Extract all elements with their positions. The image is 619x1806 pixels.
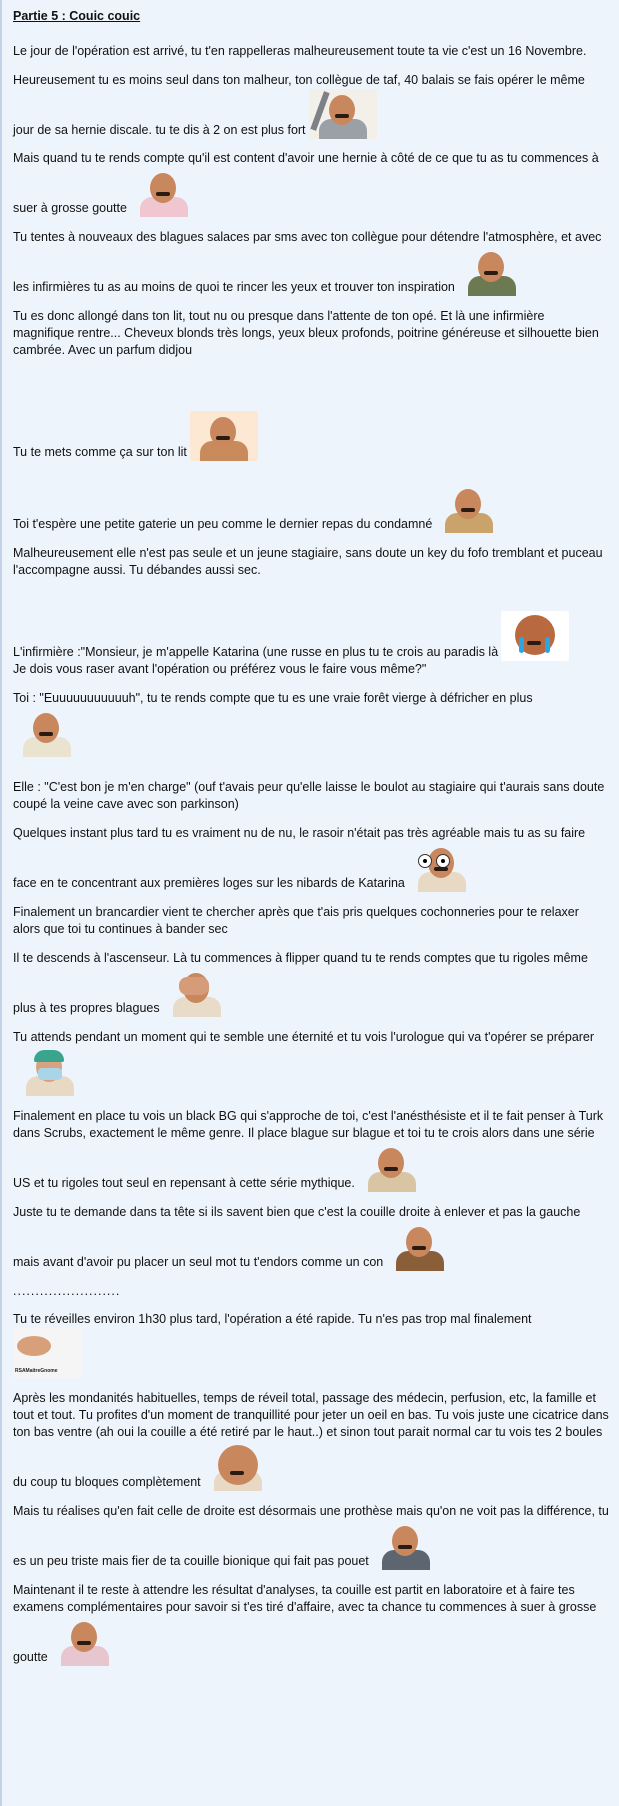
grin-sticker-icon — [458, 246, 526, 296]
laughing-sticker-icon — [358, 1142, 426, 1192]
paragraph: Tu te réveilles environ 1h30 plus tard, l'opération a été rapide. Tu n'es pas trop mal finalement — [13, 1312, 532, 1326]
paragraph: Après les mondanités habituelles, temps de réveil total, passage des médecin, perfusion, etc, la famille et tout et tout. Tu profites d'un moment de tranquillité pour jeter un oeil en bas. Tu vois juste une cicatrice dans ton bas ventre (ah oui la couille a été retiré par le haut..) et sinon tout parait normal car tu vois tes 2 boules du coup tu bloques complètement — [13, 1391, 609, 1489]
paragraph: Finalement en place tu vois un black BG qui s'approche de toi, c'est l'anésthésiste et il te fait penser à Turk dans Scrubs, exactement le même genre. Il place blague sur blague et toi tu te crois alors dans une série US et tu rigoles tout seul en repensant à cette série mythique. — [13, 1109, 604, 1190]
sweating-sticker-icon — [51, 1616, 119, 1666]
paragraph: Tu attends pendant un moment qui te semble une éternité et tu vois l'urologue qui va t'opérer se préparer — [13, 1030, 595, 1044]
big-eyes-sticker-icon — [408, 842, 476, 892]
left-border — [0, 0, 2, 1806]
paragraph: Finalement un brancardier vient te chercher après que t'ais pris quelques cochonneries pour te relaxer alors que toi tu continues à bander sec — [13, 905, 579, 936]
paragraph: Je dois vous raser avant l'opération ou préférez vous le faire vous même?" — [13, 662, 427, 676]
sweating-sticker-icon — [130, 167, 198, 217]
paragraph: Heureusement tu es moins seul dans ton malheur, ton collègue de taf, 40 balais se fais opérer le même jour de sa hernie discale. tu te dis à 2 on est plus fort — [13, 73, 585, 137]
facepalm-sticker-icon — [163, 967, 231, 1017]
paragraph: Mais quand tu te rends compte qu'il est content d'avoir une hernie à côté de ce que tu as tu commences à suer à grosse goutte — [13, 151, 599, 215]
paragraph: Juste tu te demande dans ta tête si ils savent bien que c'est la couille droite à enlever et pas la gauche mais avant d'avoir pu placer un seul mot tu t'endors comme un con — [13, 1205, 581, 1269]
paragraph: Toi : "Euuuuuuuuuuuh", tu te rends compte que tu es une vraie forêt vierge à défricher en plus — [13, 691, 533, 705]
paragraph: Tu es donc allongé dans ton lit, tout nu ou presque dans l'attente de ton opé. Et là une infirmière magnifique rentre... Cheveux blonds très longs, yeux bleux profonds, poitrine généreuse et silhouette bien cambrée. Avec un parfum didjou — [13, 309, 599, 357]
paragraph: Tu te mets comme ça sur ton lit — [13, 445, 187, 459]
paragraph: Elle : "C'est bon je m'en charge" (ouf t'avais peur qu'elle laisse le boulot au stagiaire qui t'aurais sans doute coupé la veine cave avec son parkinson) — [13, 780, 605, 811]
sleeping-sticker-icon — [13, 1328, 81, 1378]
sad-sticker-icon — [372, 1520, 440, 1570]
wide-laugh-sticker-icon — [204, 1441, 272, 1491]
paragraph: Malheureusement elle n'est pas seule et un jeune stagiaire, sans doute un key du fofo tremblant et puceau l'accompagne aussi. Tu débandes aussi sec. — [13, 546, 603, 577]
paragraph: Tu tentes à nouveaux des blagues salaces par sms avec ton collègue pour détendre l'atmosphère, et avec les infirmières tu as au moins de quoi te rincer les yeux et trouver ton inspiration — [13, 230, 602, 294]
paragraph: Le jour de l'opération est arrivé, tu t'en rappelleras malheureusement toute ta vie c'est un 16 Novembre. — [13, 44, 587, 58]
paragraph: Mais tu réalises qu'en fait celle de droite est désormais une prothèse mais qu'on ne voit pas la différence, tu es un peu triste mais fier de ta couille bionique qui fait pas pouet — [13, 1504, 609, 1568]
suit-sticker-icon — [386, 1221, 454, 1271]
running-sticker-icon — [13, 707, 81, 757]
paragraph: Toi t'espère une petite gaterie un peu comme le dernier repas du condamné — [13, 517, 433, 531]
knight-sword-sticker-icon — [309, 89, 377, 139]
paragraph: L'infirmière :"Monsieur, je m'appelle Katarina (une russe en plus tu te crois au paradis là — [13, 645, 499, 659]
sitting-sticker-icon — [435, 483, 503, 533]
sticker-watermark: RSAMaitreGnome — [15, 1368, 58, 1374]
crying-sticker-icon — [501, 611, 569, 661]
paragraph: Maintenant il te reste à attendre les résultat d'analyses, ta couille est partit en laboratoire et à faire tes examens complémentaires pour savoir si t'es tiré d'affaire, avec ta chance tu commences à suer à grosse goutte — [13, 1583, 597, 1664]
forum-post — [13, 8, 609, 1666]
post-title: Partie 5 : Couic couic — [13, 9, 141, 23]
scene-separator: ........................ — [13, 1284, 121, 1298]
lying-pose-sticker-icon — [190, 411, 258, 461]
paragraph: Quelques instant plus tard tu es vraiment nu de nu, le rasoir n'était pas très agréable mais tu as su faire face en te concentrant aux premières loges sur les nibards de Katarina — [13, 826, 586, 890]
surgeon-sticker-icon — [16, 1046, 84, 1096]
paragraph: Il te descends à l'ascenseur. Là tu commences à flipper quand tu te rends comptes que tu rigoles même plus à tes propres blagues — [13, 951, 588, 1015]
